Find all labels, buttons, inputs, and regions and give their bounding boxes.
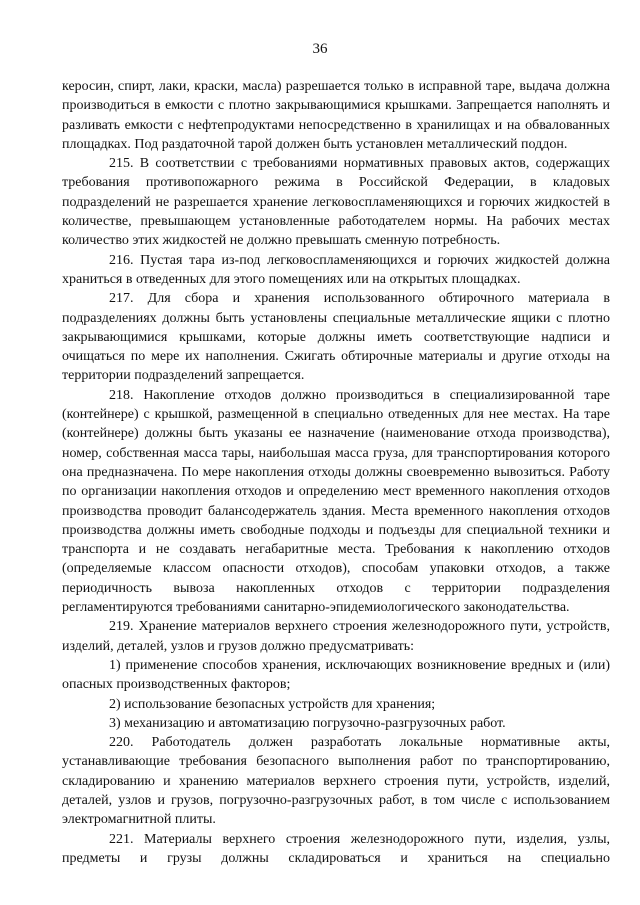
paragraph: 217. Для сбора и хранения использованного обтирочного материала в подразделениях должны быть установлены специальные металлические ящики с плотно закрывающимися крышками, которые должны иметь соответствующие надписи и очищаться по мере их наполнения. Сжигать обтирочные материалы и другие отходы на территории подразделений запрещается. — [62, 291, 610, 384]
paragraph: 218. Накопление отходов должно производиться в специализированной таре (контейнере) с крышкой, размещенной в специально отведенных для нее местах. На таре (контейнере) должны быть указаны ее назначение (наименование отхода производства), номер, собственная масса тары, наибольшая масса груза, для транспортирования которого она предназначена. По мере накопления отходы должны своевременно вывозиться. Работу по организации накопления отходов и определению мест временного накопления отходов производства проводит балансодержатель здания. Места временного накопления отходов производства должны иметь свободные подходы и подъезды для специальной техники и транспорта и не создавать негабаритные места. Требования к накоплению отходов (определяемые классом опасности отходов), способам упаковки отходов, а также периодичность вывоза накопленных отходов с территории подразделения регламентируются требованиями санитарно-эпидемиологического законодательства. — [62, 387, 610, 616]
paragraph: 219. Хранение материалов верхнего строения железнодорожного пути, устройств, изделий, деталей, узлов и грузов должно предусматривать: — [62, 619, 610, 654]
document-body — [62, 77, 610, 868]
paragraph: 215. В соответствии с требованиями нормативных правовых актов, содержащих требования противопожарного режима в Российской Федерации, в кладовых подразделений не разрешается хранение легковоспламеняющихся и горючих жидкостей в количестве, превышающем установленные работодателем нормы. На рабочих местах количество этих жидкостей не должно превышать сменную потребность. — [62, 156, 610, 249]
paragraph: 220. Работодатель должен разработать локальные нормативные акты, устанавливающие требования безопасного выполнения работ по транспортированию, складированию и хранению материалов верхнего строения пути, устройств, изделий, деталей, узлов и грузов, погрузочно-разгрузочных работ, в том числе с использованием электромагнитной плиты. — [62, 735, 610, 828]
paragraph: 216. Пустая тара из-под легковоспламеняющихся и горючих жидкостей должна храниться в отведенных для этого помещениях или на открытых площадках. — [62, 252, 610, 287]
paragraph: 2) использование безопасных устройств для хранения; — [109, 696, 436, 712]
paragraph: 221. Материалы верхнего строения железнодорожного пути, изделия, узлы, предметы и грузы должны складироваться и храниться на специально — [62, 831, 610, 866]
paragraph: керосин, спирт, лаки, краски, масла) разрешается только в исправной таре, выдача должна производиться в емкости с плотно закрывающимися крышками. Запрещается наполнять и разливать емкости с нефтепродуктами непосредственно в хранилищах и на обвалованных площадках. Под раздаточной тарой должен быть установлен металлический поддон. — [62, 79, 610, 152]
paragraph: 3) механизацию и автоматизацию погрузочно-разгрузочных работ. — [109, 715, 506, 731]
paragraph: 1) применение способов хранения, исключающих возникновение вредных и (или) опасных производственных факторов; — [62, 657, 610, 693]
page-number: 36 — [312, 41, 328, 57]
